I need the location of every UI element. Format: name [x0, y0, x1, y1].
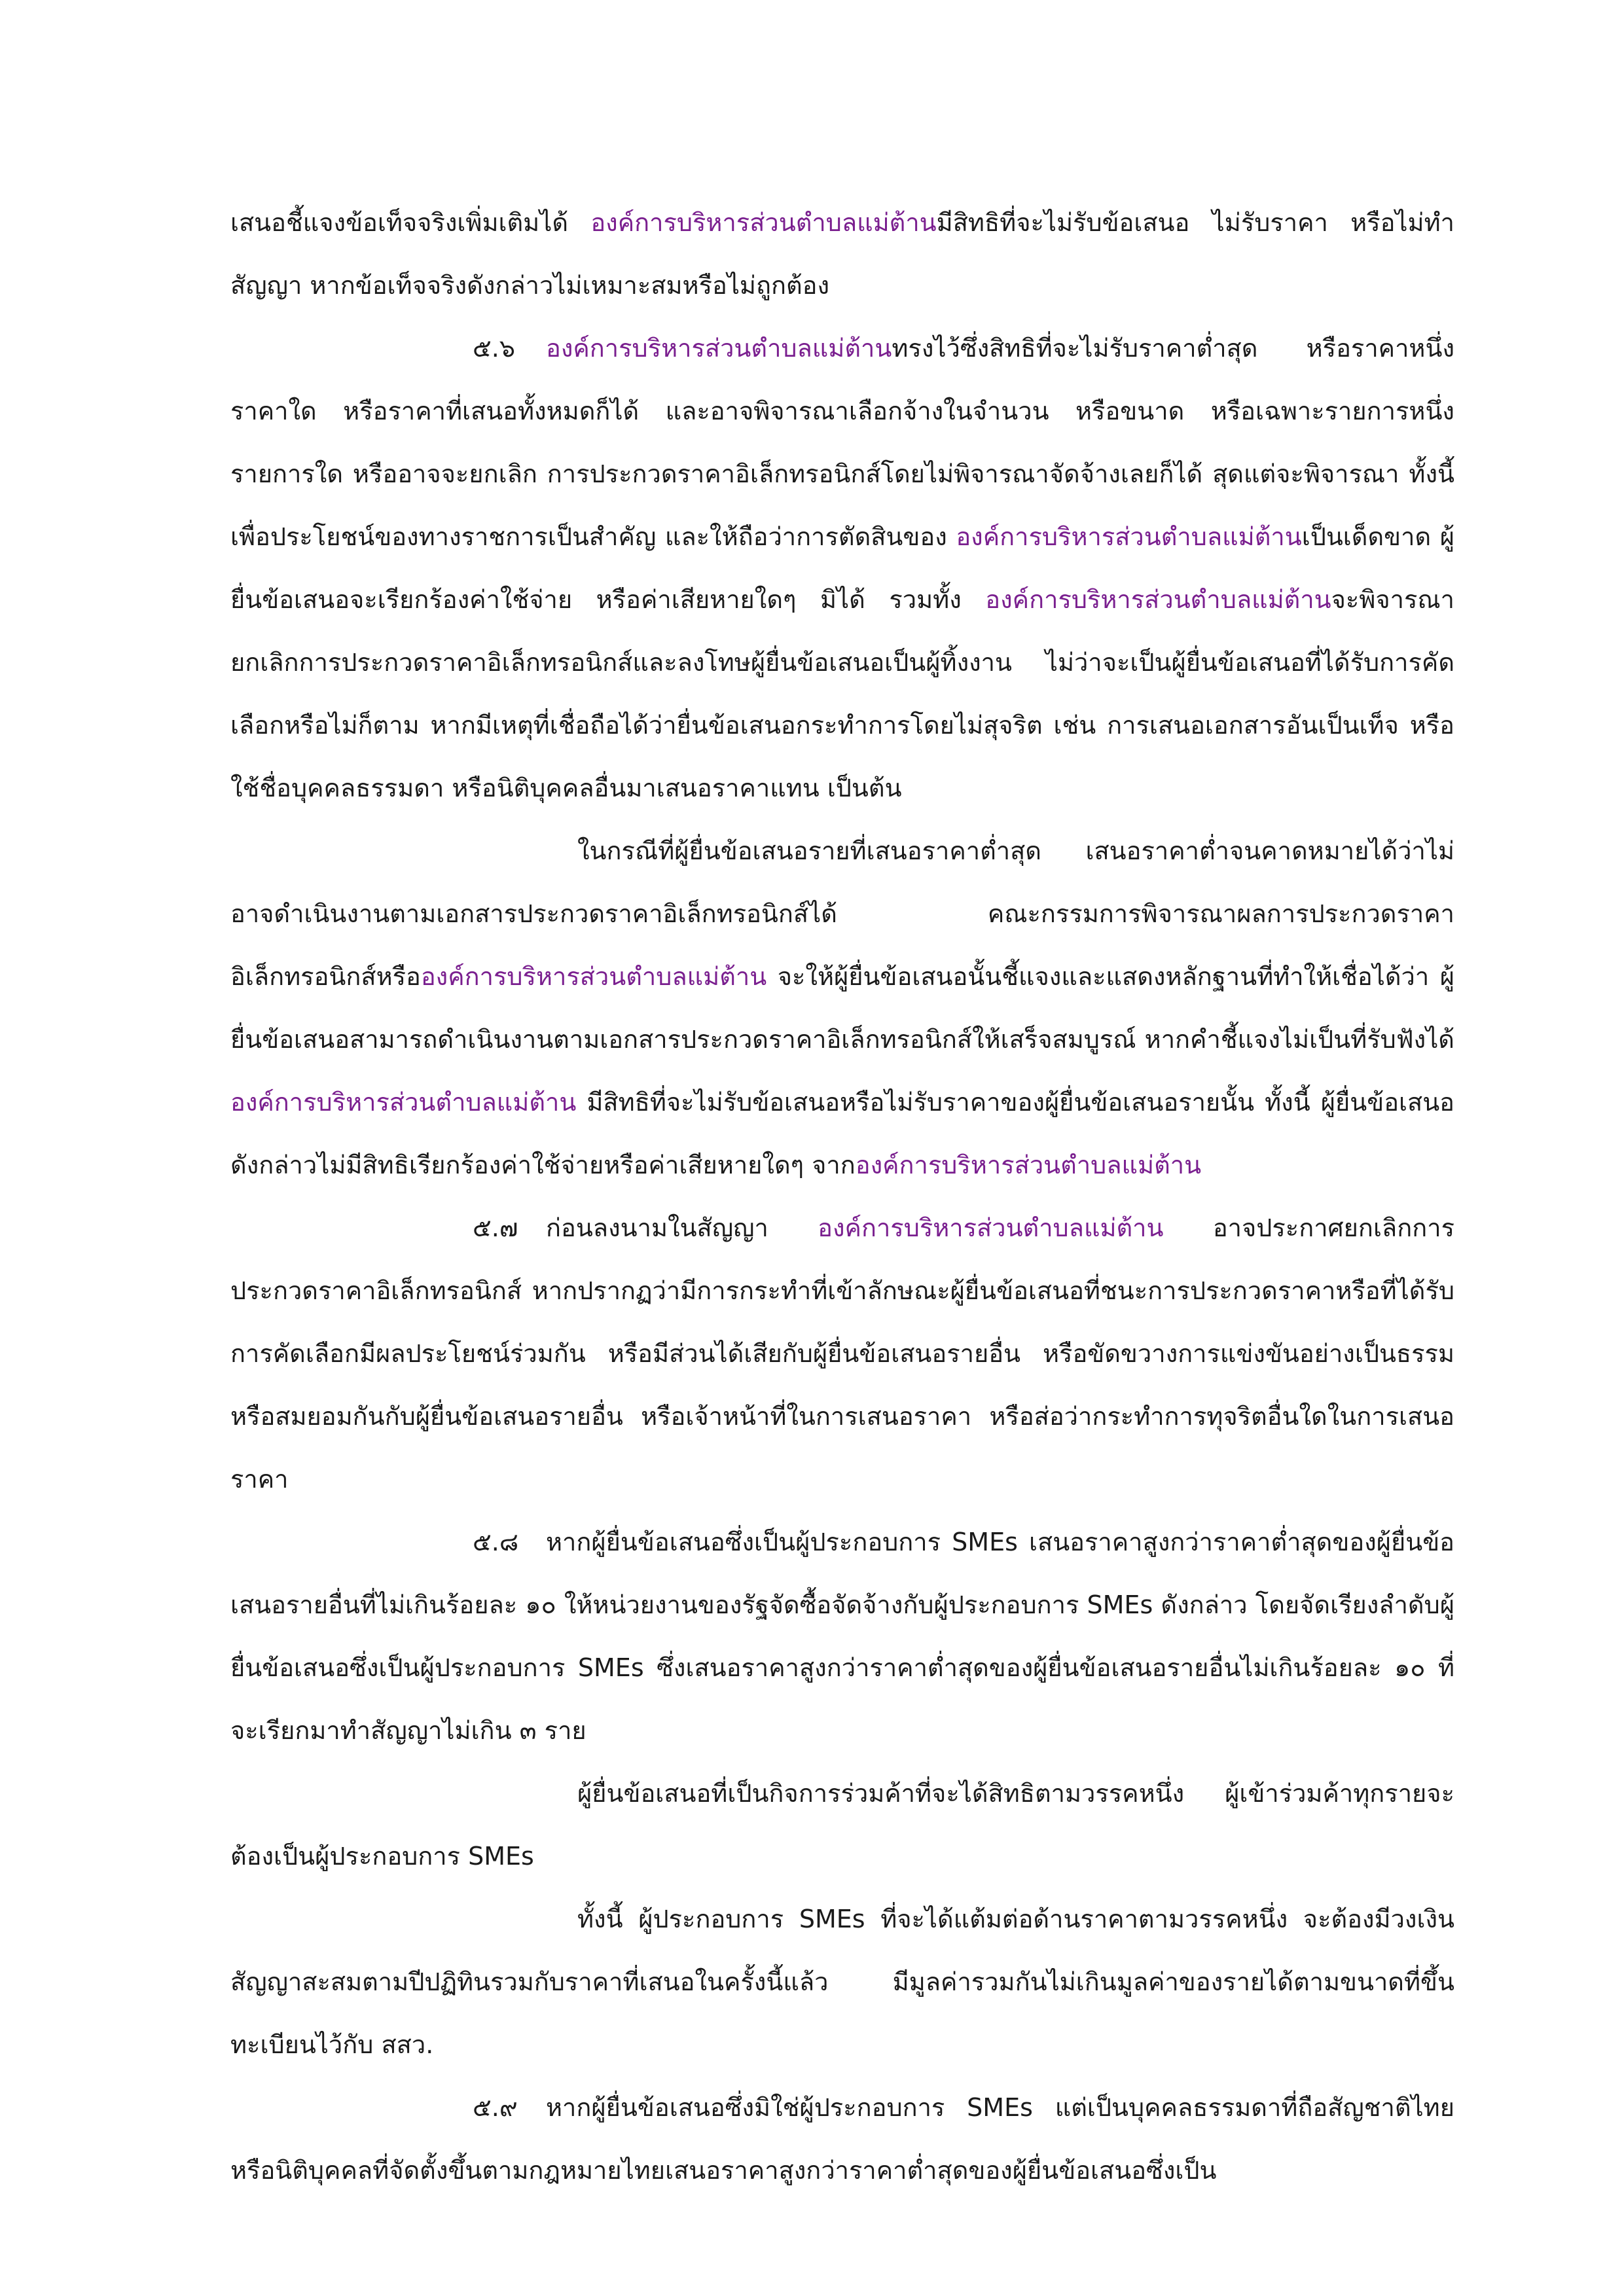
paragraph-text: เป็นเด็ดขาด ผู้ยื่นข้อเสนอจะเรียกร้องค่าใช้จ่าย หรือค่าเสียหายใดๆ มิได้ รวมทั้ง — [230, 522, 1454, 614]
body-paragraph — [230, 1888, 1454, 2076]
clause-number: ๕.๘ — [473, 1528, 519, 1556]
body-paragraph — [230, 191, 1454, 317]
organization-name: องค์การบริหารส่วนตำบลแม่ต้าน — [985, 585, 1331, 614]
paragraph-text: เสนอชี้แจงข้อเท็จจริงเพิ่มเติมได้ — [230, 208, 591, 237]
paragraph-text: ในกรณีที่ผู้ยื่นข้อเสนอรายที่เสนอราคาต่ำสุด เสนอราคาต่ำจนคาดหมายได้ว่าไม่อาจดำเนินงานตามเอกสารประกวดราคาอิเล็กทรอนิกส์ได้ คณะกรรมการพิจารณาผลการประกวดราคาอิเล็กทรอนิกส์หรือ — [230, 836, 1454, 991]
organization-name: องค์การบริหารส่วนตำบลแม่ต้าน — [855, 1151, 1202, 1179]
clause-paragraph — [230, 317, 1454, 819]
paragraph-text: ทรงไว้ซึ่งสิทธิที่จะไม่รับราคาต่ำสุด หรือราคาหนึ่งราคาใด หรือราคาที่เสนอทั้งหมดก็ได้ และอาจพิจารณาเลือกจ้างในจำนวน หรือขนาด หรือเฉพาะรายการหนึ่งรายการใด หรืออาจจะยกเลิก การประกวดราคาอิเล็กทรอนิกส์โดยไม่พิจารณาจัดจ้างเลยก็ได้ สุดแต่จะพิจารณา ทั้งนี้ เพื่อประโยชน์ของทางราชการเป็นสำคัญ และให้ถือว่าการตัดสินของ — [230, 334, 1454, 551]
body-paragraph — [230, 1762, 1454, 1888]
paragraph-text: มีสิทธิที่จะไม่รับข้อเสนอหรือไม่รับราคาของผู้ยื่นข้อเสนอรายนั้น ทั้งนี้ ผู้ยื่นข้อเสนอดังกล่าวไม่มีสิทธิเรียกร้องค่าใช้จ่ายหรือค่าเสียหายใดๆ จาก — [230, 1088, 1454, 1179]
organization-name: องค์การบริหารส่วนตำบลแม่ต้าน — [956, 522, 1302, 551]
paragraph-text: ทั้งนี้ ผู้ประกอบการ SMEs ที่จะได้แต้มต่อด้านราคาตามวรรคหนึ่ง จะต้องมีวงเงินสัญญาสะสมตามปีปฏิทินรวมกับราคาที่เสนอในครั้งนี้แล้ว มีมูลค่ารวมกันไม่เกินมูลค่าของรายได้ตามขนาดที่ขึ้นทะเบียนไว้กับ สสว. — [230, 1905, 1454, 2059]
clause-number: ๕.๖ — [473, 334, 515, 363]
organization-name: องค์การบริหารส่วนตำบลแม่ต้าน — [818, 1213, 1164, 1242]
paragraph-text: หากผู้ยื่นข้อเสนอซึ่งเป็นผู้ประกอบการ SMEs เสนอราคาสูงกว่าราคาต่ำสุดของผู้ยื่นข้อเสนอรายอื่นที่ไม่เกินร้อยละ ๑๐ ให้หน่วยงานของรัฐจัดซื้อจัดจ้างกับผู้ประกอบการ SMEs ดังกล่าว โดยจัดเรียงลำดับผู้ยื่นข้อเสนอซึ่งเป็นผู้ประกอบการ SMEs ซึ่งเสนอราคาสูงกว่าราคาต่ำสุดของผู้ยื่นข้อเสนอรายอื่นไม่เกินร้อยละ ๑๐ ที่จะเรียกมาทำสัญญาไม่เกิน ๓ ราย — [230, 1528, 1454, 1745]
paragraph-text: ก่อนลงนามในสัญญา — [546, 1213, 818, 1242]
organization-name: องค์การบริหารส่วนตำบลแม่ต้าน — [546, 334, 892, 363]
clause-paragraph — [230, 2076, 1454, 2202]
body-paragraph — [230, 819, 1454, 1196]
clause-number: ๕.๙ — [473, 2093, 518, 2122]
paragraph-text: หากผู้ยื่นข้อเสนอซึ่งมิใช่ผู้ประกอบการ SMEs แต่เป็นบุคคลธรรมดาที่ถือสัญชาติไทยหรือนิติบุคคลที่จัดตั้งขึ้นตามกฎหมายไทยเสนอราคาสูงกว่าราคาต่ำสุดของผู้ยื่นข้อเสนอซึ่งเป็น — [230, 2093, 1454, 2185]
document-body — [230, 191, 1454, 2202]
organization-name: องค์การบริหารส่วนตำบลแม่ต้าน — [230, 1088, 577, 1117]
organization-name: องค์การบริหารส่วนตำบลแม่ต้าน — [590, 208, 937, 237]
paragraph-text: จะพิจารณายกเลิกการประกวดราคาอิเล็กทรอนิกส์และลงโทษผู้ยื่นข้อเสนอเป็นผู้ทิ้งงาน ไม่ว่าจะเป็นผู้ยื่นข้อเสนอที่ได้รับการคัดเลือกหรือไม่ก็ตาม หากมีเหตุที่เชื่อถือได้ว่ายื่นข้อเสนอกระทำการโดยไม่สุจริต เช่น การเสนอเอกสารอันเป็นเท็จ หรือใช้ชื่อบุคคลธรรมดา หรือนิติบุคคลอื่นมาเสนอราคาแทน เป็นต้น — [230, 585, 1454, 802]
organization-name: องค์การบริหารส่วนตำบลแม่ต้าน — [420, 962, 767, 991]
paragraph-text: ผู้ยื่นข้อเสนอที่เป็นกิจการร่วมค้าที่จะได้สิทธิตามวรรคหนึ่ง ผู้เข้าร่วมค้าทุกรายจะต้องเป็นผู้ประกอบการ SMEs — [230, 1779, 1454, 1871]
paragraph-text: อาจประกาศยกเลิกการประกวดราคาอิเล็กทรอนิกส์ หากปรากฏว่ามีการกระทำที่เข้าลักษณะผู้ยื่นข้อเสนอที่ชนะการประกวดราคาหรือที่ได้รับการคัดเลือกมีผลประโยชน์ร่วมกัน หรือมีส่วนได้เสียกับผู้ยื่นข้อเสนอรายอื่น หรือขัดขวางการแข่งขันอย่างเป็นธรรม หรือสมยอมกันกับผู้ยื่นข้อเสนอรายอื่น หรือเจ้าหน้าที่ในการเสนอราคา หรือส่อว่ากระทำการทุจริตอื่นใดในการเสนอราคา — [230, 1213, 1454, 1494]
clause-paragraph — [230, 1511, 1454, 1762]
paragraph-text: มีสิทธิที่จะไม่รับข้อเสนอ ไม่รับราคา หรือไม่ทำสัญญา หากข้อเท็จจริงดังกล่าวไม่เหมาะสมหรือไม่ถูกต้อง — [230, 208, 1454, 300]
clause-number: ๕.๗ — [473, 1213, 518, 1242]
clause-paragraph — [230, 1196, 1454, 1511]
paragraph-text: จะให้ผู้ยื่นข้อเสนอนั้นชี้แจงและแสดงหลักฐานที่ทำให้เชื่อได้ว่า ผู้ยื่นข้อเสนอสามารถดำเนินงานตามเอกสารประกวดราคาอิเล็กทรอนิกส์ให้เสร็จสมบูรณ์ หากคำชี้แจงไม่เป็นที่รับฟังได้ — [230, 962, 1454, 1054]
